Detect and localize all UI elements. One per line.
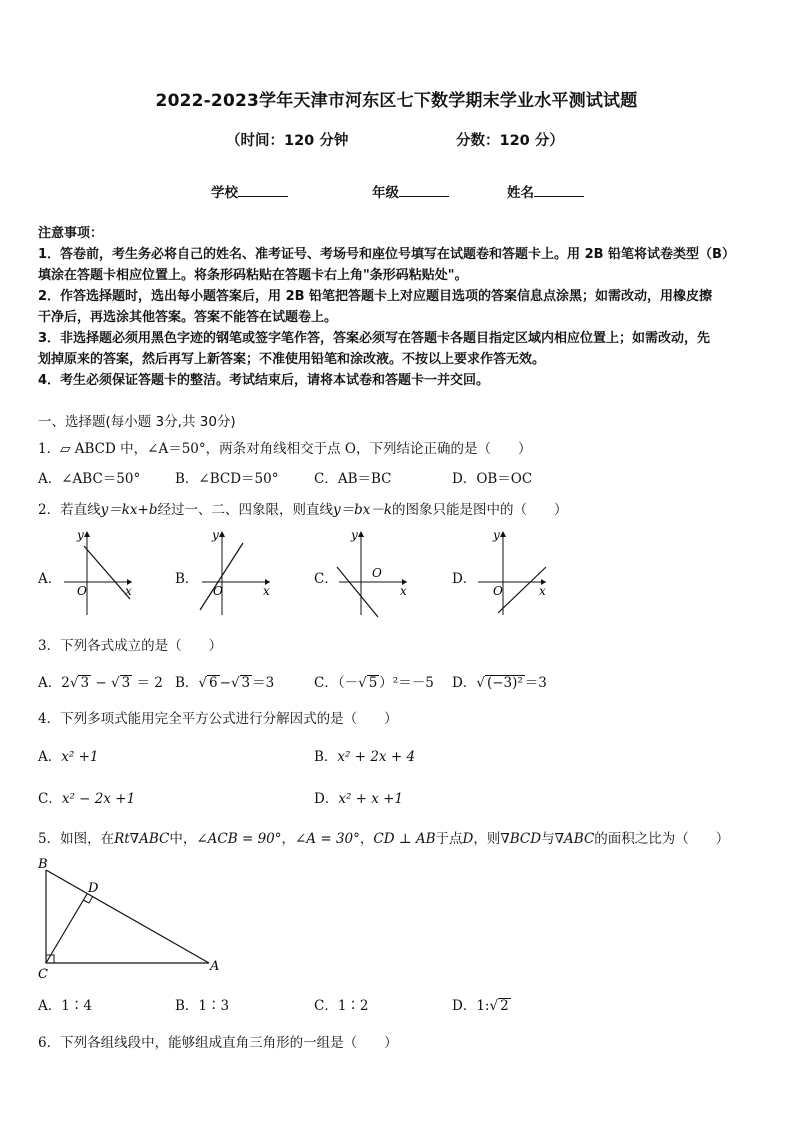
q2-label-d: D．	[452, 571, 477, 587]
origin-label: O	[213, 584, 223, 598]
q4-option-b	[314, 745, 415, 765]
q5-d-radicand: 2	[500, 998, 509, 1014]
q3-c-result: ）²＝－5	[379, 675, 434, 691]
q2-label-a: A．	[38, 571, 62, 587]
q1-option-b: B．∠BCD＝50°	[175, 471, 279, 487]
q3-a-radicand1: 3	[80, 675, 90, 691]
sqrt-icon: √	[476, 675, 485, 691]
q4-b-expr: x² + 2x + 4	[337, 749, 416, 765]
y-arrow-icon	[219, 531, 225, 537]
x-label: x	[263, 584, 270, 598]
grade-blank	[399, 182, 449, 197]
question-3-stem: 3．下列各式成立的是（ ）	[38, 638, 223, 654]
q5-text: 与	[541, 831, 555, 847]
origin-label: O	[77, 584, 87, 598]
q3-b-label: B．	[175, 675, 199, 691]
q4-c-expr: x² − 2x +1	[61, 791, 136, 807]
q3-a-label: A．	[38, 675, 62, 691]
q5-option-b: B．1∶3	[175, 998, 230, 1014]
notes-line: 填涂在答题卡相应位置上。将条形码粘贴在答题卡右上角"条形码粘贴处"。	[38, 268, 468, 283]
q1-option-a: A．∠ABC＝50°	[38, 471, 141, 487]
y-arrow-icon	[84, 531, 90, 537]
y-arrow-icon	[358, 531, 364, 537]
school-blank	[238, 182, 288, 197]
side-ab	[46, 870, 209, 963]
y-arrow-icon	[500, 531, 506, 537]
q4-b-label: B．	[314, 749, 338, 765]
q3-a-radicand2: 3	[121, 675, 131, 691]
notes-line: 3．非选择题必须用黑色字迹的钢笔或签字笔作答，答案必须写在答题卡各题目指定区域内相应位置上；如需改动，先	[38, 331, 711, 346]
q5-point: D	[462, 831, 474, 847]
q1-option-d: D．OB＝OC	[452, 471, 533, 487]
sqrt-icon: √	[198, 675, 208, 691]
q2-label-b: B．	[175, 571, 199, 587]
q5-triangle: ∇ABC	[554, 831, 595, 847]
question-1-stem: 1．▱ ABCD 中，∠A＝50°，两条对角线相交于点 O，下列结论正确的是（ ）	[38, 441, 532, 457]
school-label: 学校	[211, 185, 238, 201]
y-label: y	[212, 528, 219, 542]
q3-a-result: ＝ 2	[132, 675, 163, 691]
notes-heading: 注意事项：	[38, 226, 104, 241]
origin-label: O	[372, 566, 382, 580]
q5-triangle: Rt∇ABC	[114, 831, 170, 847]
q5-option-a: A．1∶4	[38, 998, 92, 1014]
q2-graph-b	[196, 527, 276, 619]
q5-text: 于点	[435, 831, 463, 847]
q5-option-d	[452, 994, 511, 1014]
q1-option-c: C．AB＝BC	[314, 471, 392, 487]
school-field	[211, 181, 288, 201]
q4-option-d	[314, 787, 403, 807]
q4-a-label: A．	[38, 749, 62, 765]
q4-d-expr: x² + x +1	[338, 791, 404, 807]
name-field	[507, 181, 584, 201]
q5-triangle-figure	[34, 852, 234, 982]
exam-time: （时间：120 分钟	[226, 133, 349, 149]
q5-text: ，	[281, 831, 295, 847]
name-label: 姓名	[507, 185, 534, 201]
q3-b-radicand1: 6	[209, 675, 218, 691]
x-label: x	[539, 584, 546, 598]
q2-graph-d	[472, 527, 552, 619]
segment-cd	[46, 894, 87, 963]
sqrt-icon: √	[489, 998, 499, 1014]
q5-condition: ∠ACB = 90°	[196, 831, 282, 847]
vertex-c-label: C	[38, 967, 48, 982]
q2-graph-c	[333, 527, 413, 619]
section-heading: 一、选择题(每小题 3分,共 30分)	[38, 414, 236, 430]
q3-option-c	[314, 671, 434, 691]
q4-c-label: C．	[38, 791, 62, 807]
q2-graph-a	[58, 527, 138, 619]
y-label: y	[77, 528, 84, 542]
q3-d-result: ＝3	[524, 675, 547, 691]
vertex-b-label: B	[38, 857, 48, 872]
q3-b-result: ＝3	[252, 675, 275, 691]
y-label: y	[351, 528, 358, 542]
q2-stem-c: 的图象只能是图中的（ ）	[392, 502, 568, 518]
question-5-stem	[38, 827, 729, 847]
graph-line	[84, 546, 130, 599]
q2-label-c: C．	[314, 571, 338, 587]
q5-text: 的面积之比为（ ）	[594, 831, 730, 847]
question-6-stem: 6．下列各组线段中，能够组成直角三角形的一组是（ ）	[38, 1035, 398, 1051]
notes-line: 4．考生必须保证答题卡的整洁。考试结束后，请将本试卷和答题卡一并交回。	[38, 373, 490, 388]
q3-option-d	[452, 671, 547, 691]
q4-d-label: D．	[314, 791, 339, 807]
vertex-d-label: D	[88, 881, 99, 896]
q5-condition: ∠A = 30°	[295, 831, 360, 847]
q4-a-expr: x² +1	[61, 749, 99, 765]
q3-option-a	[38, 671, 163, 691]
q5-text: 5．如图，在	[38, 831, 115, 847]
q3-d-radicand: (−3)²	[486, 675, 523, 691]
sqrt-icon: √	[110, 675, 120, 691]
q5-d-label: D．	[452, 998, 477, 1014]
q3-option-b	[175, 671, 274, 691]
notes-line: 划掉原来的答案，然后再写上新答案；不准使用铅笔和涂改液。不按以上要求作答无效。	[38, 352, 546, 367]
x-label: x	[125, 584, 132, 598]
notes-line: 干净后，再选涂其他答案。答案不能答在试题卷上。	[38, 310, 338, 325]
sqrt-icon: √	[69, 675, 79, 691]
y-label: y	[493, 528, 500, 542]
q3-b-minus: −	[219, 675, 231, 691]
question-2-stem	[38, 498, 568, 518]
q5-option-c: C．1∶2	[314, 998, 369, 1014]
q3-c-radicand: 5	[368, 675, 378, 691]
q2-eq2: y＝bx－k	[332, 502, 393, 518]
name-blank	[534, 182, 584, 197]
q5-text: ，	[359, 831, 374, 847]
notes-line: 1．答卷前，考生务必将自己的姓名、准考证号、考场号和座位号填写在试题卷和答题卡上。用 2B 铅笔将试卷类型（B）	[38, 247, 735, 262]
q3-d-label: D．	[452, 675, 477, 691]
sqrt-icon: √	[230, 675, 240, 691]
q4-option-c	[38, 787, 135, 807]
notes-line: 2．作答选择题时，选出每小题答案后，用 2B 铅笔把答题卡上对应题目选项的答案信息点涂黑；如需改动，用橡皮擦	[38, 289, 713, 304]
origin-label: O	[493, 584, 503, 598]
q3-a-coef: 2	[61, 675, 70, 691]
q4-option-a	[38, 745, 98, 765]
q5-triangle: ∇BCD	[500, 831, 542, 847]
q2-eq1: y＝kx+b	[100, 502, 158, 518]
x-label: x	[400, 584, 407, 598]
q3-c-label: C．（－	[314, 675, 359, 691]
sqrt-icon: √	[358, 675, 367, 691]
grade-field	[372, 181, 449, 201]
q5-text: 中，	[169, 831, 197, 847]
question-4-stem: 4．下列多项式能用完全平方公式进行分解因式的是（ ）	[38, 711, 398, 727]
q5-d-expr: 1:	[476, 998, 490, 1014]
q5-text: ，则	[473, 831, 501, 847]
exam-score: 分数：120 分）	[456, 133, 564, 149]
q2-stem-b: 经过一、二、四象限，则直线	[157, 502, 333, 518]
page-title: 2022-2023学年天津市河东区七下数学期末学业水平测试试题	[155, 91, 638, 111]
q5-condition: CD ⊥ AB	[373, 831, 436, 847]
q3-b-radicand2: 3	[241, 675, 251, 691]
notes-block	[38, 223, 760, 391]
q3-a-minus: −	[91, 675, 111, 691]
vertex-a-label: A	[210, 959, 220, 974]
q2-stem-a: 2．若直线	[38, 502, 101, 518]
grade-label: 年级	[372, 185, 399, 201]
